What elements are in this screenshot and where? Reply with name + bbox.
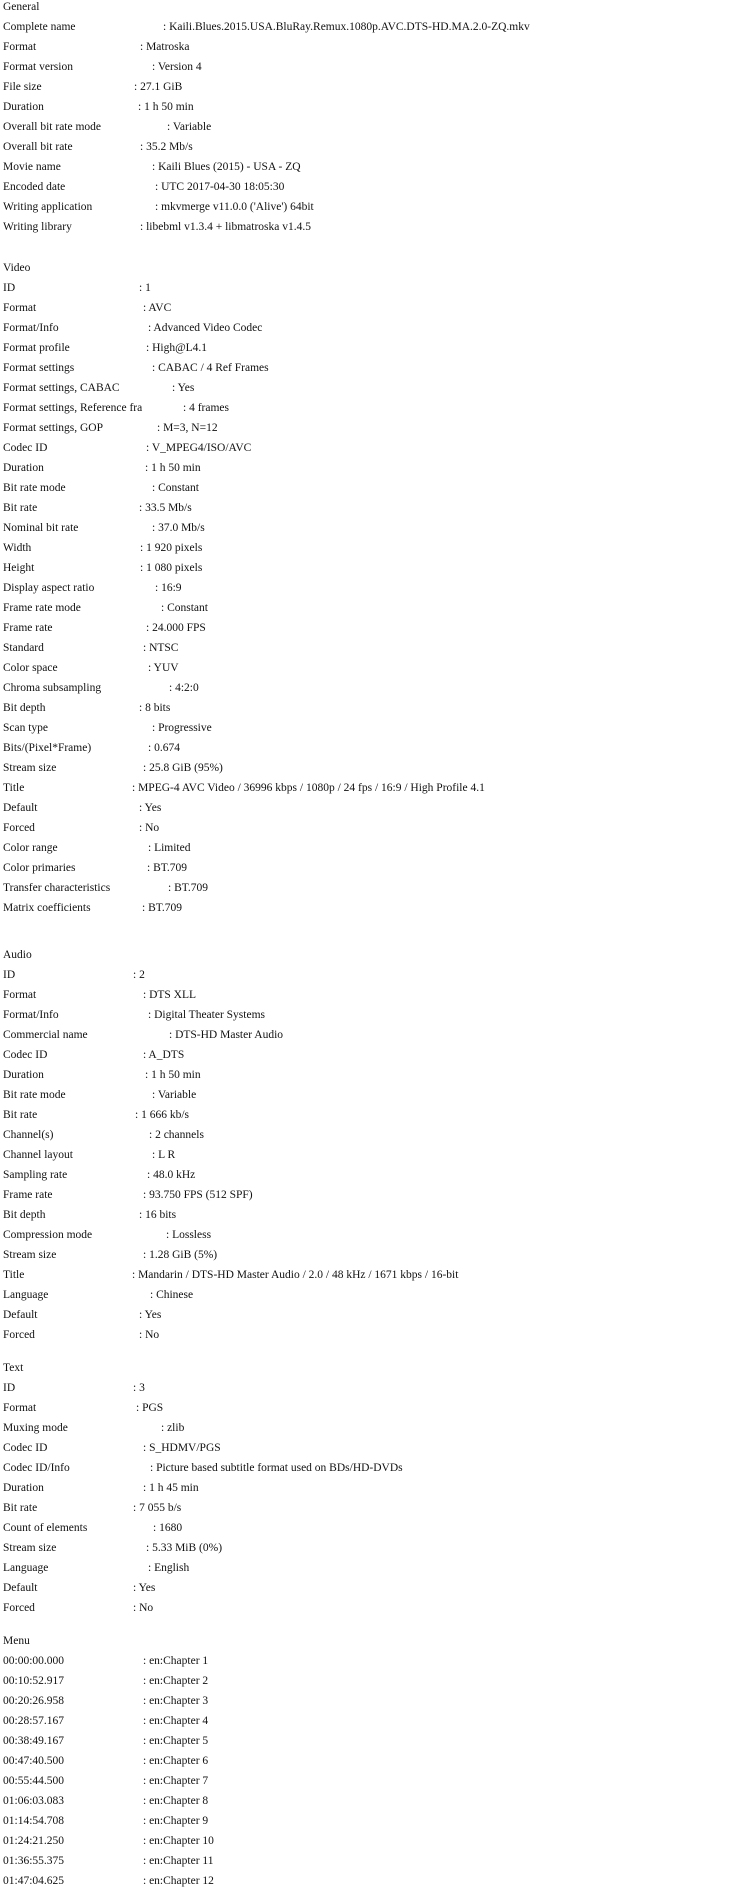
section-title: Text	[3, 1362, 24, 1374]
property-key: Format/Info	[3, 322, 59, 334]
property-value: : UTC 2017-04-30 18:05:30	[155, 181, 285, 193]
property-value: : PGS	[136, 1402, 164, 1414]
property-key: 00:47:40.500	[3, 1755, 65, 1767]
property-value: : en:Chapter 10	[143, 1835, 214, 1847]
property-value: : Version 4	[152, 61, 202, 73]
property-row	[3, 1478, 199, 1498]
property-value: : No	[139, 822, 160, 834]
property-row	[3, 698, 170, 718]
property-row	[3, 1498, 181, 1518]
section-title: Video	[3, 262, 31, 274]
property-value: : 1 h 50 min	[145, 1069, 201, 1081]
property-value: : AVC	[143, 302, 172, 314]
property-key: Display aspect ratio	[3, 582, 95, 594]
property-row	[3, 1558, 189, 1578]
property-value: : 1 080 pixels	[140, 562, 203, 574]
property-key: Writing library	[3, 221, 72, 233]
property-row	[3, 1045, 184, 1065]
property-key: Language	[3, 1289, 49, 1301]
property-value: : 33.5 Mb/s	[139, 502, 192, 514]
property-value: : 2 channels	[149, 1129, 204, 1141]
property-row	[3, 578, 182, 598]
property-key: 00:10:52.917	[3, 1675, 65, 1687]
property-value: : en:Chapter 11	[143, 1855, 214, 1867]
property-key: 01:47:04.625	[3, 1875, 65, 1887]
property-value: : Kaili.Blues.2015.USA.BluRay.Remux.1080p.AVC.DTS-HD.MA.2.0-ZQ.mkv	[163, 21, 530, 33]
property-value: : en:Chapter 7	[143, 1775, 209, 1787]
property-row	[3, 1538, 222, 1558]
property-value: : 93.750 FPS (512 SPF)	[143, 1189, 253, 1201]
property-key: Default	[3, 1582, 38, 1594]
property-key: Stream size	[3, 762, 57, 774]
property-value: : Progressive	[152, 722, 212, 734]
property-row	[3, 1085, 196, 1105]
property-key: Format settings, CABAC	[3, 382, 120, 394]
property-row	[3, 1105, 189, 1125]
property-value: : en:Chapter 12	[143, 1875, 214, 1887]
property-row	[3, 1125, 204, 1145]
property-row	[3, 858, 187, 878]
property-key: Format settings	[3, 362, 75, 374]
property-key: Movie name	[3, 161, 61, 173]
property-key: Transfer characteristics	[3, 882, 111, 894]
property-key: Stream size	[3, 1249, 57, 1261]
property-key: Format	[3, 302, 37, 314]
property-key: Channel layout	[3, 1149, 73, 1161]
property-key: Language	[3, 1562, 49, 1574]
property-key: Forced	[3, 1329, 35, 1341]
property-row	[3, 1751, 208, 1771]
property-key: Width	[3, 542, 32, 554]
property-key: Format profile	[3, 342, 70, 354]
property-key: Bit rate	[3, 1502, 38, 1514]
property-row	[3, 1831, 214, 1851]
property-key: Color range	[3, 842, 58, 854]
property-key: Color space	[3, 662, 58, 674]
property-value: : en:Chapter 3	[143, 1695, 209, 1707]
property-key: 01:24:21.250	[3, 1835, 65, 1847]
property-key: Codec ID	[3, 1049, 48, 1061]
property-row	[3, 678, 199, 698]
property-value: : 37.0 Mb/s	[152, 522, 205, 534]
property-row	[3, 1205, 176, 1225]
property-value: : 1 h 50 min	[145, 462, 201, 474]
property-row	[3, 1691, 208, 1711]
property-row	[3, 418, 218, 438]
property-value: : libebml v1.3.4 + libmatroska v1.4.5	[140, 221, 311, 233]
property-key: Codec ID/Info	[3, 1462, 70, 1474]
property-key: Duration	[3, 462, 44, 474]
property-key: Default	[3, 1309, 38, 1321]
property-key: Codec ID	[3, 442, 48, 454]
property-value: : 24.000 FPS	[146, 622, 206, 634]
property-key: Format version	[3, 61, 73, 73]
property-row	[3, 338, 207, 358]
property-row	[3, 37, 190, 57]
property-key: Overall bit rate	[3, 141, 73, 153]
property-value: : en:Chapter 6	[143, 1755, 209, 1767]
property-value: : 4:2:0	[169, 682, 199, 694]
property-value: : 1 h 45 min	[143, 1482, 199, 1494]
property-value: : High@L4.1	[146, 342, 208, 354]
property-value: : 7 055 b/s	[133, 1502, 182, 1514]
property-key: Frame rate	[3, 622, 53, 634]
section-title: Menu	[3, 1635, 30, 1647]
property-row	[3, 965, 145, 985]
property-key: Nominal bit rate	[3, 522, 79, 534]
property-row	[3, 1811, 208, 1831]
property-value: : 1680	[153, 1522, 183, 1534]
property-key: Sampling rate	[3, 1169, 68, 1181]
property-key: Duration	[3, 1069, 44, 1081]
property-row	[3, 17, 530, 37]
section-title: General	[3, 1, 40, 13]
property-row	[3, 1378, 145, 1398]
property-row	[3, 1265, 458, 1285]
property-row	[3, 1225, 211, 1245]
property-value: : Chinese	[150, 1289, 194, 1301]
property-value: : en:Chapter 5	[143, 1735, 209, 1747]
property-value: : Constant	[152, 482, 199, 494]
property-value: : 1 920 pixels	[140, 542, 203, 554]
property-row	[3, 97, 194, 117]
property-key: Muxing mode	[3, 1422, 68, 1434]
property-key: Bit depth	[3, 1209, 46, 1221]
property-key: ID	[3, 282, 16, 294]
property-row	[3, 57, 202, 77]
property-row	[3, 398, 229, 418]
property-row	[3, 1671, 208, 1691]
property-value: : CABAC / 4 Ref Frames	[152, 362, 269, 374]
property-key: 00:00:00.000	[3, 1655, 65, 1667]
property-value: : en:Chapter 4	[143, 1715, 209, 1727]
property-key: Channel(s)	[3, 1129, 54, 1141]
property-value: : 16:9	[155, 582, 182, 594]
property-key: File size	[3, 81, 42, 93]
property-row	[3, 738, 180, 758]
property-key: Height	[3, 562, 35, 574]
property-value: : Kaili Blues (2015) - USA - ZQ	[152, 161, 301, 173]
property-row	[3, 278, 151, 298]
property-key: Standard	[3, 642, 44, 654]
property-row	[3, 878, 208, 898]
property-row	[3, 1418, 184, 1438]
property-value: : 4 frames	[183, 402, 229, 414]
property-value: : Variable	[152, 1089, 197, 1101]
property-key: Format/Info	[3, 1009, 59, 1021]
property-value: : en:Chapter 9	[143, 1815, 209, 1827]
property-value: : 1 h 50 min	[138, 101, 194, 113]
property-value: : English	[148, 1562, 190, 1574]
property-row	[3, 1651, 208, 1671]
property-row	[3, 438, 251, 458]
property-key: Duration	[3, 101, 44, 113]
property-value: : Picture based subtitle format used on BDs/HD-DVDs	[150, 1462, 403, 1474]
property-row	[3, 378, 194, 398]
property-key: Matrix coefficients	[3, 902, 91, 914]
property-row	[3, 1185, 253, 1205]
property-key: 01:06:03.083	[3, 1795, 65, 1807]
property-row	[3, 1458, 403, 1478]
property-row	[3, 718, 212, 738]
property-key: Title	[3, 1269, 25, 1281]
property-row	[3, 518, 205, 538]
property-value: : BT.709	[147, 862, 188, 874]
property-key: Color primaries	[3, 862, 76, 874]
property-value: : DTS-HD Master Audio	[169, 1029, 284, 1041]
property-row	[3, 838, 190, 858]
property-value: : No	[133, 1602, 154, 1614]
property-key: Bit rate mode	[3, 482, 66, 494]
property-row	[3, 358, 269, 378]
property-row	[3, 298, 171, 318]
property-value: : 5.33 MiB (0%)	[146, 1542, 223, 1554]
property-value: : 27.1 GiB	[134, 81, 183, 93]
property-row	[3, 778, 485, 798]
property-row	[3, 638, 178, 658]
property-value: : Limited	[148, 842, 191, 854]
property-key: Format	[3, 41, 37, 53]
property-row	[3, 1285, 193, 1305]
property-row	[3, 1245, 217, 1265]
property-key: 00:55:44.500	[3, 1775, 65, 1787]
property-key: Format settings, GOP	[3, 422, 103, 434]
property-value: : Matroska	[140, 41, 190, 53]
property-key: Stream size	[3, 1542, 57, 1554]
property-value: : 48.0 kHz	[147, 1169, 196, 1181]
property-value: : L R	[152, 1149, 176, 1161]
property-row	[3, 197, 314, 217]
property-key: Chroma subsampling	[3, 682, 102, 694]
property-value: : 8 bits	[139, 702, 171, 714]
property-value: : en:Chapter 1	[143, 1655, 209, 1667]
property-value: : BT.709	[142, 902, 183, 914]
property-value: : 1	[139, 282, 151, 294]
property-value: : 2	[133, 969, 145, 981]
property-row	[3, 1771, 208, 1791]
property-key: Writing application	[3, 201, 93, 213]
property-row	[3, 458, 201, 478]
property-row	[3, 77, 182, 97]
property-row	[3, 217, 311, 237]
property-value: : Advanced Video Codec	[148, 322, 263, 334]
property-key: Title	[3, 782, 25, 794]
property-value: : zlib	[161, 1422, 185, 1434]
property-value: : BT.709	[168, 882, 209, 894]
property-key: Encoded date	[3, 181, 66, 193]
property-key: Forced	[3, 1602, 35, 1614]
property-row	[3, 1598, 153, 1618]
property-value: : mkvmerge v11.0.0 ('Alive') 64bit	[155, 201, 314, 213]
property-value: : 1.28 GiB (5%)	[143, 1249, 218, 1261]
property-key: Format	[3, 989, 37, 1001]
property-row	[3, 498, 192, 518]
property-value: : 35.2 Mb/s	[140, 141, 193, 153]
property-row	[3, 898, 182, 918]
property-key: Forced	[3, 822, 35, 834]
property-value: : 3	[133, 1382, 145, 1394]
property-value: : A_DTS	[143, 1049, 185, 1061]
property-key: Overall bit rate mode	[3, 121, 102, 133]
property-key: Format settings, Reference fra	[3, 402, 143, 414]
property-value: : Yes	[133, 1582, 156, 1594]
property-row	[3, 538, 202, 558]
property-row	[3, 1305, 161, 1325]
property-row	[3, 658, 179, 678]
property-key: Compression mode	[3, 1229, 93, 1241]
property-key: Duration	[3, 1482, 44, 1494]
property-row	[3, 618, 206, 638]
property-value: : en:Chapter 8	[143, 1795, 209, 1807]
property-key: 00:28:57.167	[3, 1715, 65, 1727]
property-value: : Variable	[167, 121, 212, 133]
property-value: : NTSC	[143, 642, 179, 654]
property-key: Bit depth	[3, 702, 46, 714]
property-value: : Yes	[139, 802, 162, 814]
property-key: Frame rate mode	[3, 602, 81, 614]
property-value: : S_HDMV/PGS	[143, 1442, 221, 1454]
property-key: Default	[3, 802, 38, 814]
property-key: Commercial name	[3, 1029, 88, 1041]
property-key: Codec ID	[3, 1442, 48, 1454]
property-key: ID	[3, 1382, 16, 1394]
property-row	[3, 1791, 208, 1811]
property-row	[3, 157, 301, 177]
property-value: : No	[139, 1329, 160, 1341]
property-row	[3, 1851, 213, 1871]
property-row	[3, 1578, 155, 1598]
property-row	[3, 985, 196, 1005]
property-value: : 16 bits	[139, 1209, 177, 1221]
property-row	[3, 1325, 159, 1345]
property-key: Scan type	[3, 722, 49, 734]
property-value: : MPEG-4 AVC Video / 36996 kbps / 1080p / 24 fps / 16:9 / High Profile 4.1	[132, 782, 485, 794]
property-key: 01:36:55.375	[3, 1855, 65, 1867]
property-row	[3, 598, 208, 618]
property-key: Bit rate	[3, 1109, 38, 1121]
property-value: : 1 666 kb/s	[135, 1109, 189, 1121]
property-row	[3, 1065, 201, 1085]
property-row	[3, 117, 211, 137]
property-row	[3, 818, 159, 838]
property-key: ID	[3, 969, 16, 981]
property-key: Format	[3, 1402, 37, 1414]
property-value: : M=3, N=12	[157, 422, 218, 434]
property-row	[3, 1145, 175, 1165]
property-row	[3, 558, 202, 578]
property-row	[3, 1438, 221, 1458]
property-value: : YUV	[148, 662, 179, 674]
property-value: : Mandarin / DTS-HD Master Audio / 2.0 / 48 kHz / 1671 kbps / 16-bit	[132, 1269, 459, 1281]
property-value: : V_MPEG4/ISO/AVC	[146, 442, 252, 454]
property-row	[3, 1518, 182, 1538]
property-value: : Yes	[139, 1309, 162, 1321]
property-value: : Lossless	[166, 1229, 212, 1241]
property-value: : Constant	[161, 602, 208, 614]
property-row	[3, 1871, 214, 1891]
property-row	[3, 1005, 265, 1025]
property-value: : en:Chapter 2	[143, 1675, 209, 1687]
property-key: 00:38:49.167	[3, 1735, 65, 1747]
property-key: Bit rate mode	[3, 1089, 66, 1101]
property-row	[3, 177, 284, 197]
property-key: Bits/(Pixel*Frame)	[3, 742, 92, 754]
property-key: Count of elements	[3, 1522, 88, 1534]
property-key: 00:20:26.958	[3, 1695, 65, 1707]
property-row	[3, 1731, 208, 1751]
property-key: Complete name	[3, 21, 76, 33]
property-value: : 0.674	[148, 742, 180, 754]
property-value: : DTS XLL	[143, 989, 197, 1001]
property-value: : 25.8 GiB (95%)	[143, 762, 223, 774]
section-title: Audio	[3, 949, 32, 961]
property-value: : Digital Theater Systems	[148, 1009, 266, 1021]
property-row	[3, 1025, 283, 1045]
property-key: Frame rate	[3, 1189, 53, 1201]
property-key: 01:14:54.708	[3, 1815, 65, 1827]
property-row	[3, 478, 199, 498]
property-row	[3, 1711, 208, 1731]
property-row	[3, 137, 193, 157]
property-value: : Yes	[172, 382, 195, 394]
property-row	[3, 318, 262, 338]
property-row	[3, 798, 161, 818]
property-key: Bit rate	[3, 502, 38, 514]
property-row	[3, 1165, 195, 1185]
property-row	[3, 1398, 163, 1418]
property-row	[3, 758, 223, 778]
